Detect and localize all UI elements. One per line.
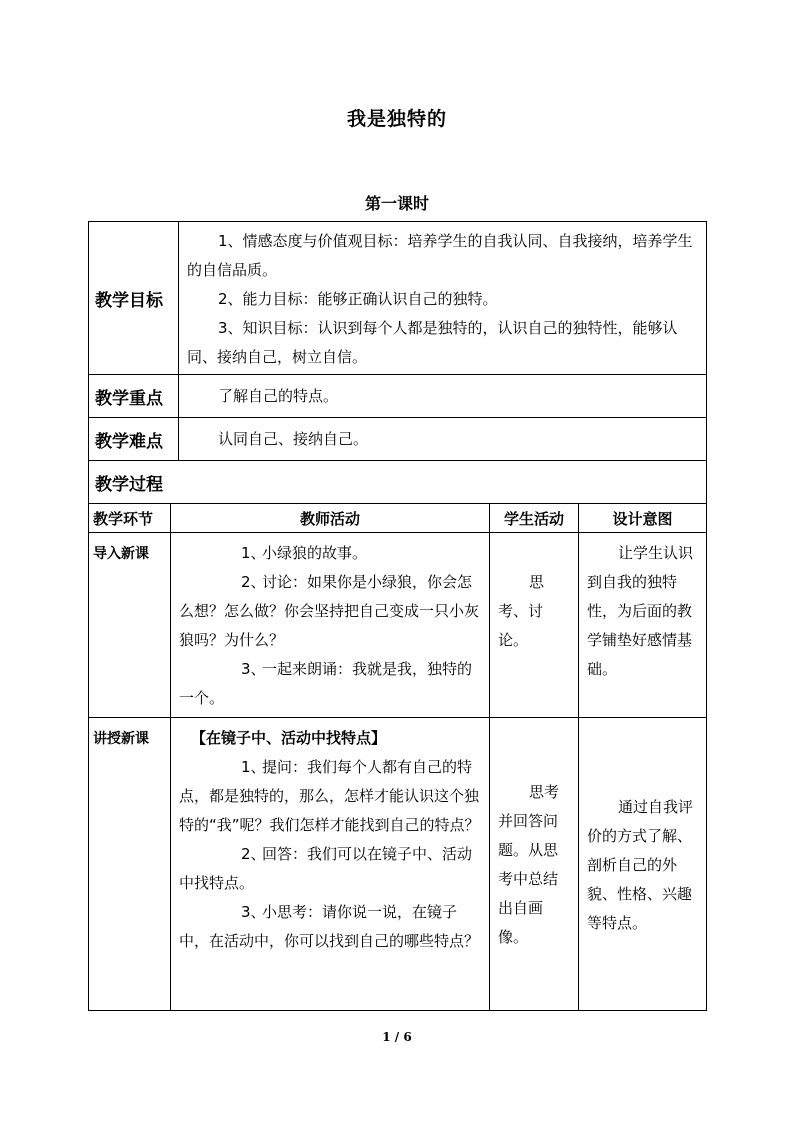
lesson-plan-table: [88, 221, 707, 1011]
teacher-activity: [171, 533, 490, 718]
difficulties-content: [179, 418, 707, 461]
header-student: 学生活动: [490, 504, 579, 533]
stage-label: 讲授新课: [89, 718, 171, 1011]
objective-item: 2、能力目标：能够正确认识自己的独特。: [218, 290, 498, 308]
student-text: 思考、讨论。: [498, 573, 545, 649]
step-text: 提问：我们每个人都有自己的特点，都是独特的，那么，怎样才能认识这个独特的“我”呢？我们怎样才能找到自己的特点？: [179, 758, 480, 834]
objective-item: 1、情感态度与价值观目标：培养学生的自我认同、自我接纳，培养学生的自信品质。: [187, 232, 693, 279]
header-stage: 教学环节: [89, 504, 171, 533]
process-label: 教学过程: [89, 461, 707, 504]
teacher-step: [179, 753, 481, 840]
intent-text: 让学生认识到自我的独特性，为后面的教学铺垫好感情基础。: [587, 544, 694, 678]
objective-item: 3、知识目标：认识到每个人都是独特的，认识自己的独特性，能够认同、接纳自己，树立自信。: [187, 319, 678, 366]
student-text: 思考并回答问题。从思考中总结出自画像。: [498, 783, 560, 946]
key-points-content: [179, 375, 707, 418]
intent-text: 通过自我评价的方式了解、剖析自己的外貌、性格、兴趣等特点。: [587, 797, 694, 932]
header-teacher: 教师活动: [171, 504, 490, 533]
teacher-activity: [171, 718, 490, 1011]
student-activity: [490, 533, 579, 718]
key-points-row: [89, 375, 707, 418]
process-row-new-lesson: [89, 718, 707, 1011]
step-text: 小绿狼的故事。: [262, 544, 368, 562]
key-points-text: 了解自己的特点。: [218, 386, 339, 405]
step-number: 1、: [241, 758, 266, 776]
step-text: 回答：我们可以在镜子中、活动中找特点。: [179, 845, 473, 892]
teacher-step: [179, 568, 481, 655]
student-activity: [490, 718, 579, 1011]
step-text: 小思考：请你说一说，在镜子中，在活动中，你可以找到自己的哪些特点？: [179, 903, 480, 950]
step-number: 1、: [241, 544, 266, 562]
activity-heading: 【在镜子中、活动中找特点】: [191, 729, 387, 747]
step-number: 3、: [241, 660, 266, 678]
teacher-step: [179, 840, 481, 898]
difficulties-row: [89, 418, 707, 461]
difficulties-label: 教学难点: [89, 418, 179, 461]
objectives-label: 教学目标: [89, 222, 179, 375]
step-number: 2、: [241, 845, 266, 863]
objectives-content: [179, 222, 707, 375]
header-intent: 设计意图: [579, 504, 707, 533]
process-header-row: [89, 504, 707, 533]
teacher-step: [179, 898, 481, 956]
stage-label: 导入新课: [89, 533, 171, 718]
page-number: 1 / 6: [382, 1030, 412, 1044]
step-text: 讨论：如果你是小绿狼，你会怎么想？怎么做？你会坚持把自己变成一只小灰狼吗？为什么？: [179, 573, 480, 649]
step-number: 3、: [241, 903, 266, 921]
key-points-label: 教学重点: [89, 375, 179, 418]
difficulties-text: 认同自己、接纳自己。: [218, 429, 369, 448]
step-text: 一起来朗诵：我就是我，独特的一个。: [179, 660, 473, 707]
teacher-step: [179, 539, 481, 568]
process-title-row: [89, 461, 707, 504]
document-title: 我是独特的: [346, 108, 447, 130]
design-intent: [579, 718, 707, 1011]
lesson-subtitle: 第一课时: [364, 194, 429, 213]
process-row-intro: [89, 533, 707, 718]
design-intent: [579, 533, 707, 718]
objectives-row: [89, 222, 707, 375]
teacher-step: [179, 655, 481, 713]
step-number: 2、: [241, 573, 266, 591]
